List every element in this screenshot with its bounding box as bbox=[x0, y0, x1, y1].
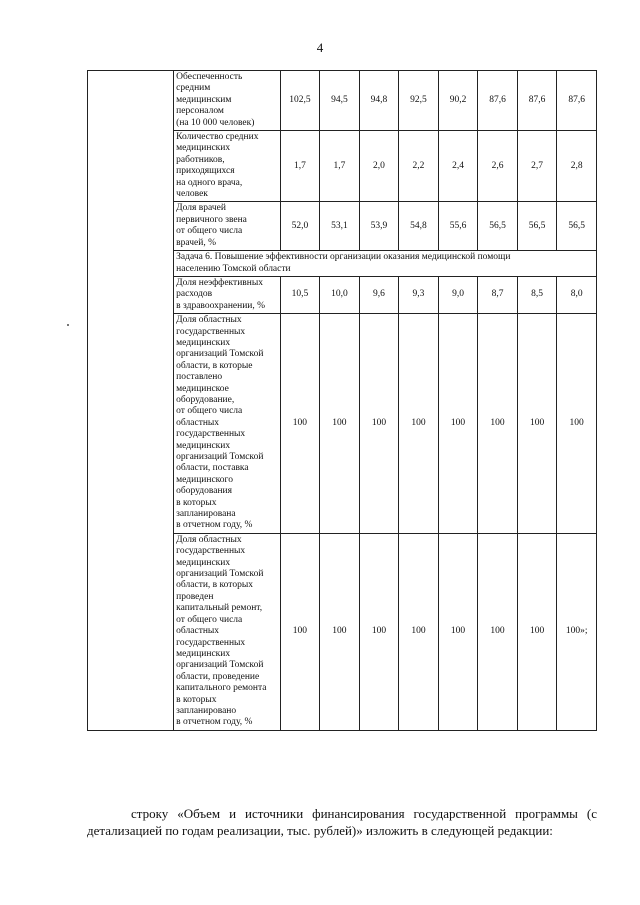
value-cell: 87,6 bbox=[557, 71, 597, 131]
value-cell: 52,0 bbox=[280, 202, 320, 251]
value-cell: 2,7 bbox=[517, 131, 557, 202]
scan-dot bbox=[67, 324, 69, 326]
value-cell: 100 bbox=[438, 314, 478, 534]
value-cell: 56,5 bbox=[517, 202, 557, 251]
value-cell: 92,5 bbox=[399, 71, 439, 131]
value-cell: 87,6 bbox=[478, 71, 518, 131]
indicator-label: Доля областных государственных медицинских организаций Томской области, в которых проведен капитальный ремонт, от общего числа областных государственных медицинских организаций Томской области, проведение капитального ремонта в которых запланировано в отчетном году, % bbox=[174, 533, 280, 730]
task-heading: Задача 6. Повышение эффективности организации оказания медицинской помощи населению Томской области bbox=[174, 251, 597, 277]
value-cell: 9,0 bbox=[438, 276, 478, 313]
value-cell: 100 bbox=[517, 314, 557, 534]
value-cell: 1,7 bbox=[280, 131, 320, 202]
value-cell: 9,6 bbox=[359, 276, 399, 313]
value-cell: 100 bbox=[280, 314, 320, 534]
value-cell: 1,7 bbox=[320, 131, 360, 202]
indicator-label: Доля областных государственных медицинских организаций Томской области, в которые поставлено медицинское оборудование, от общего числа областных государственных медицинских организаций Томской области, поставка медицинского оборудования в которых запланирована в отчетном году, % bbox=[174, 314, 280, 534]
indicator-label: Количество средних медицинских работников, приходящихся на одного врача, человек bbox=[174, 131, 280, 202]
value-cell: 8,5 bbox=[517, 276, 557, 313]
value-cell: 102,5 bbox=[280, 71, 320, 131]
value-cell: 2,2 bbox=[399, 131, 439, 202]
value-cell: 8,0 bbox=[557, 276, 597, 313]
value-cell: 54,8 bbox=[399, 202, 439, 251]
page-number: 4 bbox=[316, 40, 324, 55]
value-cell: 100 bbox=[517, 533, 557, 730]
value-cell: 87,6 bbox=[517, 71, 557, 131]
value-cell: 100 bbox=[438, 533, 478, 730]
indicator-label: Доля неэффективных расходов в здравоохранении, % bbox=[174, 276, 280, 313]
value-cell: 56,5 bbox=[478, 202, 518, 251]
value-cell: 100 bbox=[478, 533, 518, 730]
value-cell: 10,0 bbox=[320, 276, 360, 313]
value-cell: 9,3 bbox=[399, 276, 439, 313]
indicator-label: Доля врачей первичного звена от общего числа врачей, % bbox=[174, 202, 280, 251]
value-cell: 94,5 bbox=[320, 71, 360, 131]
value-cell: 94,8 bbox=[359, 71, 399, 131]
body-paragraph: строку «Объем и источники финансирования государственной программы (с детализацией по годам реализации, тыс. рублей)» изложить в следующей редакции: bbox=[87, 806, 597, 838]
value-cell: 100 bbox=[320, 314, 360, 534]
value-cell: 10,5 bbox=[280, 276, 320, 313]
value-cell: 100 bbox=[359, 314, 399, 534]
value-cell: 100 bbox=[478, 314, 518, 534]
value-cell: 100 bbox=[280, 533, 320, 730]
value-cell: 53,1 bbox=[320, 202, 360, 251]
side-column-cell bbox=[88, 71, 174, 731]
value-cell: 2,4 bbox=[438, 131, 478, 202]
value-cell: 100 bbox=[557, 314, 597, 534]
indicators-table bbox=[87, 70, 597, 731]
value-cell: 100»; bbox=[557, 533, 597, 730]
value-cell: 2,6 bbox=[478, 131, 518, 202]
table-row bbox=[88, 71, 597, 131]
value-cell: 53,9 bbox=[359, 202, 399, 251]
value-cell: 90,2 bbox=[438, 71, 478, 131]
value-cell: 100 bbox=[320, 533, 360, 730]
value-cell: 100 bbox=[399, 314, 439, 534]
value-cell: 2,0 bbox=[359, 131, 399, 202]
value-cell: 2,8 bbox=[557, 131, 597, 202]
value-cell: 56,5 bbox=[557, 202, 597, 251]
value-cell: 100 bbox=[359, 533, 399, 730]
indicator-label: Обеспеченность средним медицинским персоналом (на 10 000 человек) bbox=[174, 71, 280, 131]
value-cell: 100 bbox=[399, 533, 439, 730]
value-cell: 55,6 bbox=[438, 202, 478, 251]
value-cell: 8,7 bbox=[478, 276, 518, 313]
